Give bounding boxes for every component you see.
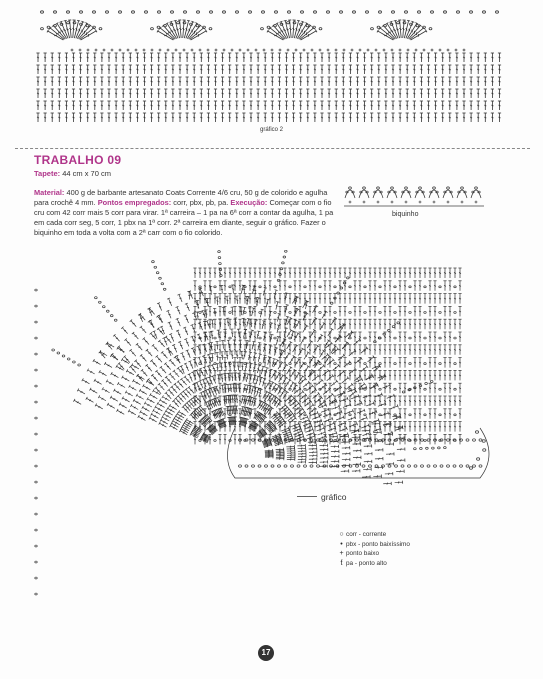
- chart-label-line: [297, 496, 317, 497]
- execution-label: Execução:: [230, 198, 268, 207]
- instructions-text: [34, 188, 334, 238]
- points-label: Pontos empregados:: [97, 198, 172, 207]
- picot-diagram: [340, 180, 500, 220]
- legend-label: corr - corrente: [346, 531, 387, 539]
- article-subtitle: [34, 169, 111, 178]
- legend-row: [337, 540, 410, 550]
- single-crochet-symbol-icon: +: [339, 550, 344, 558]
- subtitle-label: Tapete:: [34, 169, 61, 178]
- material-label: Material:: [34, 188, 65, 197]
- points-text: corr, pbx, pb, pa.: [173, 198, 229, 207]
- page-number-badge: 17: [258, 645, 274, 661]
- symbol-legend: [337, 530, 410, 568]
- chart-label: gráfico: [321, 492, 347, 502]
- material-text: 400 g de barbante artesanato Coats Corrente 4/6 cru, 50 g de colorido e agulha para crochê 4 mm.: [34, 188, 328, 207]
- legend-label: ponto baixo: [346, 550, 380, 558]
- legend-label: pbx - ponto baixíssimo: [346, 540, 410, 548]
- chain-symbol-icon: ○: [339, 531, 344, 539]
- top-chart-caption: gráfico 2: [259, 127, 283, 133]
- top-crochet-chart: [32, 8, 512, 126]
- picot-label: biquinho: [392, 211, 419, 218]
- main-crochet-chart: [30, 250, 500, 645]
- legend-row: [337, 549, 410, 559]
- section-divider: [15, 148, 530, 149]
- legend-row: [337, 559, 410, 569]
- execution-text: Começar com o fio cru com 42 corr mais 5 corr para virar. 1ª carreira – 1 pa na 6ª corr a contar da agulha, 1 pa em cada corr seg, 5 corr, 1 pbx na 1ª corr. 2ª carreira em diante, seguir o gráfico. Fazer o biquinho em toda a volta com a 2ª carr com o fio colorido.: [34, 198, 334, 237]
- legend-row: [337, 530, 410, 540]
- slip-stitch-symbol-icon: •: [340, 540, 343, 548]
- double-crochet-symbol-icon: ƭ: [340, 559, 343, 567]
- legend-label: pa - ponto alto: [346, 559, 387, 567]
- article-title: TRABALHO 09: [34, 153, 122, 167]
- subtitle-value: 44 cm x 70 cm: [62, 169, 111, 178]
